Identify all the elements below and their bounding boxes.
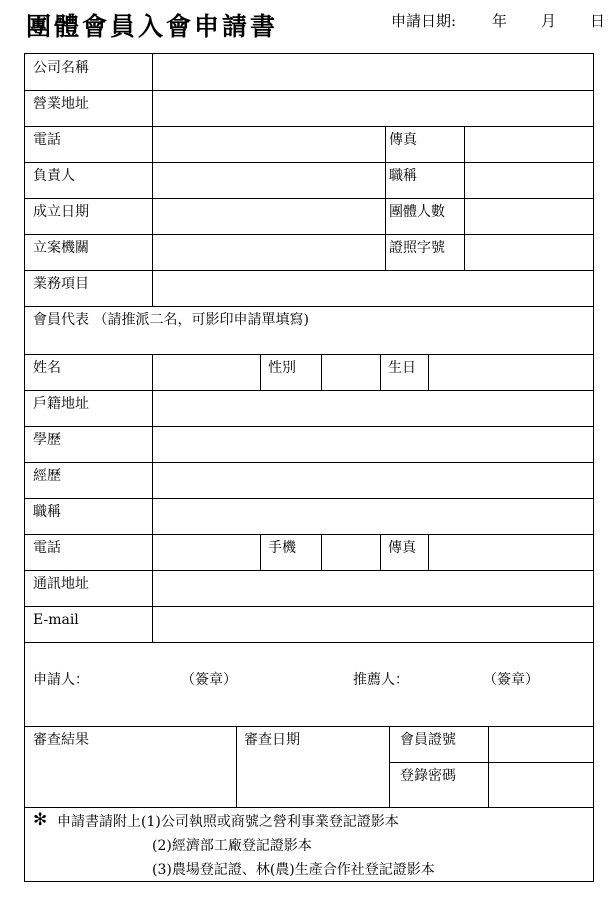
rep-mobile-field[interactable] — [322, 535, 380, 570]
rep-title-label: 職稱 — [33, 504, 61, 520]
registry-authority-label: 立案機關 — [33, 240, 89, 256]
rep-name-field[interactable] — [153, 355, 260, 390]
member-number-field[interactable] — [489, 727, 593, 762]
rep-birthday-field[interactable] — [429, 355, 593, 390]
company-phone-label: 電話 — [33, 132, 61, 148]
rep-name-label: 姓名 — [33, 360, 61, 376]
attachment-note-line2: (2)經濟部工廠登記證影本 — [152, 838, 312, 854]
apply-date-label: 申請日期: — [391, 12, 457, 30]
apply-year-label: 年 — [492, 12, 508, 30]
rep-mail-address-label: 通訊地址 — [33, 576, 89, 592]
company-name-label: 公司名稱 — [33, 60, 89, 76]
applicant-seal-label: （簽章） — [181, 672, 237, 688]
owner-label: 負責人 — [33, 168, 75, 184]
login-password-field[interactable] — [489, 763, 593, 807]
business-items-field[interactable] — [153, 271, 593, 306]
rep-experience-field[interactable] — [153, 463, 593, 498]
review-result-label: 審查結果 — [33, 732, 89, 748]
license-number-label: 證照字號 — [389, 240, 445, 256]
rep-education-label: 學歷 — [33, 432, 61, 448]
rep-email-field[interactable] — [153, 607, 593, 642]
group-members-field[interactable] — [465, 199, 593, 234]
company-fax-label: 傳真 — [389, 132, 417, 148]
rep-email-label: E-mail — [33, 612, 79, 628]
apply-day-label: 日 — [590, 12, 606, 30]
rep-gender-label: 性別 — [268, 360, 296, 376]
business-items-label: 業務項目 — [33, 276, 89, 292]
attachment-note-line1: 申請書請附上(1)公司執照或商號之營利事業登記證影本 — [57, 814, 399, 830]
founded-date-field[interactable] — [153, 199, 385, 234]
note-asterisk-icon: ✻ — [33, 810, 48, 830]
owner-title-label: 職稱 — [389, 168, 417, 184]
rep-domicile-field[interactable] — [153, 391, 593, 426]
applicant-signature-field[interactable] — [85, 654, 185, 704]
group-members-label: 團體人數 — [389, 204, 445, 220]
owner-field[interactable] — [153, 163, 385, 198]
applicant-label: 申請人： — [33, 672, 89, 688]
rep-gender-field[interactable] — [322, 355, 380, 390]
member-number-label: 會員證號 — [400, 732, 456, 748]
rep-phone-label: 電話 — [33, 540, 61, 556]
rep-domicile-label: 戶籍地址 — [33, 396, 89, 412]
registry-authority-field[interactable] — [153, 235, 385, 270]
attachment-note-line3: (3)農場登記證、林(農)生產合作社登記證影本 — [152, 862, 435, 878]
representative-section-label: 會員代表 （請推派二名，可影印申請單填寫) — [33, 312, 309, 328]
owner-title-field[interactable] — [465, 163, 593, 198]
rep-mobile-label: 手機 — [268, 540, 296, 556]
business-address-field[interactable] — [153, 91, 593, 126]
license-number-field[interactable] — [465, 235, 593, 270]
rep-fax-label: 傳真 — [388, 540, 416, 556]
company-name-field[interactable] — [153, 55, 593, 90]
rep-experience-label: 經歷 — [33, 468, 61, 484]
rep-mail-address-field[interactable] — [153, 571, 593, 606]
apply-month-label: 月 — [541, 12, 557, 30]
founded-date-label: 成立日期 — [33, 204, 89, 220]
company-phone-field[interactable] — [153, 127, 385, 162]
application-form — [24, 53, 594, 882]
rep-phone-field[interactable] — [153, 535, 260, 570]
rep-birthday-label: 生日 — [388, 360, 416, 376]
form-title: 團體會員入會申請書 — [26, 12, 279, 41]
recommender-label: 推薦人： — [353, 672, 409, 688]
review-date-label: 審查日期 — [244, 732, 300, 748]
rep-education-field[interactable] — [153, 427, 593, 462]
company-fax-field[interactable] — [465, 127, 593, 162]
recommender-seal-label: （簽章） — [483, 672, 539, 688]
business-address-label: 營業地址 — [33, 96, 89, 112]
rep-fax-field[interactable] — [429, 535, 593, 570]
recommender-signature-field[interactable] — [410, 654, 485, 704]
login-password-label: 登錄密碼 — [400, 768, 456, 784]
rep-title-field[interactable] — [153, 499, 593, 534]
